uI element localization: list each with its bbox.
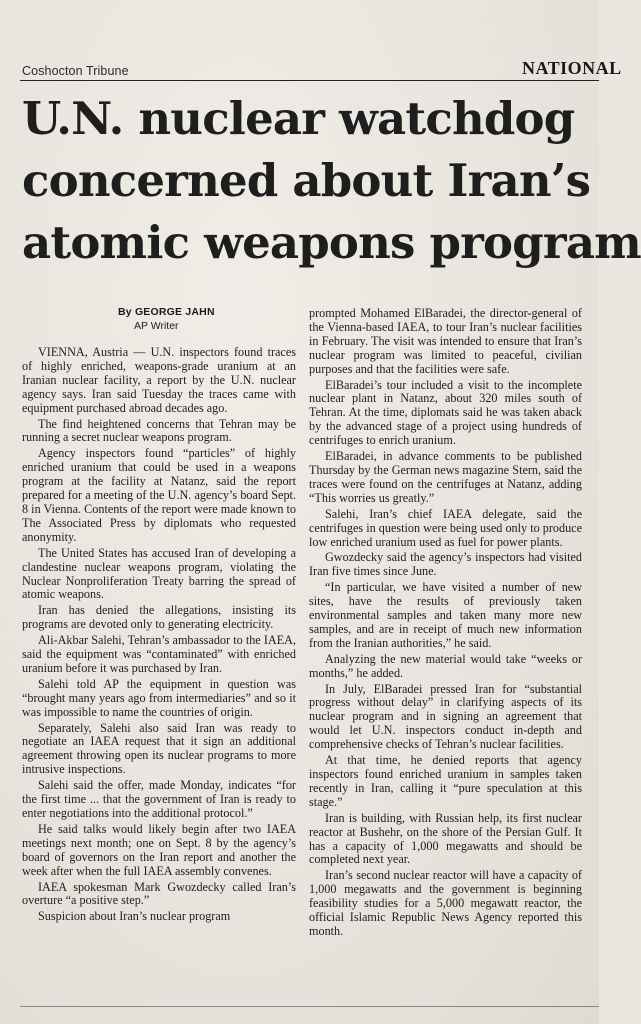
section-label: NATIONAL <box>522 58 622 78</box>
paragraph: Suspicion about Iran’s nuclear program <box>38 909 231 924</box>
paragraph: Iran’s second nuclear reactor will have a capacity of 1,000 megawatts and the government is beginning feasibility studies for a 5,000 megawatt reactor, the official Islamic Republic News Agency reported this month. <box>309 868 582 938</box>
paragraph: Salehi, Iran’s chief IAEA delegate, said the centrifuges in question were being used only to produce low enriched uranium used as fuel for power plants. <box>309 506 582 549</box>
byline-author: By GEORGE JAHN <box>118 306 215 318</box>
paragraph: “In particular, we have visited a number of new sites, have the results of previously taken environmental samples and taken many more new samples, and are in receipt of much new information from the Iranian authorities,” he said. <box>309 580 582 650</box>
paragraph: At that time, he denied reports that agency inspectors found enriched uranium in samples taken recently in Iran, calling it “pure speculation at this stage.” <box>309 753 582 809</box>
paragraph: In July, ElBaradei pressed Iran for “substantial progress without delay” in clarifying aspects of its nuclear program and in signing an agreement that would let U.N. inspectors conduct in-depth and comprehensive checks of Tehran’s nuclear facilities. <box>309 681 582 752</box>
headline-line-2: concerned about Iran’s <box>22 154 591 207</box>
article-column-left <box>22 346 296 926</box>
byline-role: AP Writer <box>134 320 179 332</box>
paragraph: Separately, Salehi also said Iran was ready to negotiate an IAEA request that it sign an additional agreement throwing open its nuclear programs to more intrusive inspections. <box>22 720 296 777</box>
footer-rule <box>20 1006 599 1007</box>
paragraph: The United States has accused Iran of developing a clandestine nuclear weapons program, violating the Nuclear Nonproliferation Treaty barring the spread of atomic weapons. <box>22 545 296 602</box>
headline-line-1: U.N. nuclear watchdog <box>22 92 575 145</box>
headline-line-3: atomic weapons program <box>22 216 641 269</box>
paragraph: Iran has denied the allegations, insisting its programs are devoted only to generating electricity. <box>22 603 296 632</box>
paragraph: Analyzing the new material would take “weeks or months,” he added. <box>309 651 582 680</box>
paragraph: Salehi told AP the equipment in question was “brought many years ago from intermediaries” and so it was impossible to name the countries of origin. <box>22 676 296 719</box>
headline <box>22 88 641 274</box>
paragraph: Salehi said the offer, made Monday, indicates “for the first time ... that the government of Iran is ready to enter negotiations into the additional protocol.” <box>22 778 296 820</box>
header-rule <box>20 80 599 81</box>
paragraph: IAEA spokesman Mark Gwozdecky called Iran’s overture “a positive step.” <box>22 879 296 908</box>
paragraph: VIENNA, Austria — U.N. inspectors found traces of highly enriched, weapons-grade uranium at an Iranian nuclear facility, a report by the U.N. nuclear agency says. Iran said Tuesday the traces came with equipment purchased abroad decades ago. <box>22 345 296 415</box>
paragraph-continuation: prompted Mohamed ElBaradei, the director-general of the Vienna-based IAEA, to tour Iran’s nuclear facilities in February. The visit was intended to ensure that Iran’s nuclear program was limited to peaceful, civilian purposes and that the facilities were safe. <box>309 306 582 376</box>
paragraph: He said talks would likely begin after two IAEA meetings next month; one on Sept. 8 by the agency’s board of governors on the Iran report and another the week after when the full IAEA assembly convenes. <box>22 821 296 878</box>
paragraph: The find heightened concerns that Tehran may be running a secret nuclear weapons program. <box>22 416 296 445</box>
paragraph: Iran is building, with Russian help, its first nuclear reactor at Bushehr, on the shore of the Persian Gulf. It has a capacity of 1,000 megawatts and should be completed next year. <box>309 810 582 867</box>
paragraph: ElBaradei, in advance comments to be published Thursday by the German news magazine Stern, said the traces were found on the centrifuges at Natanz, adding “This worries us greatly.” <box>309 449 582 505</box>
paragraph: ElBaradei’s tour included a visit to the incomplete nuclear plant in Natanz, about 320 miles south of Tehran. At the time, diplomats said he was taken aback by the advanced stage of a project using hundreds of centrifuges to enrich uranium. <box>309 377 582 448</box>
paragraph: Agency inspectors found “particles” of highly enriched uranium that could be used in a weapons program at the facility at Natanz, said the report prepared for a meeting of the U.N. agency’s board Sept. 8 in Vienna. Contents of the report were made known to The Associated Press by diplomats who requested anonymity. <box>22 446 296 544</box>
byline <box>118 305 215 333</box>
article-column-right <box>309 307 582 941</box>
publication-name: Coshocton Tribune <box>22 64 129 78</box>
paragraph: Gwozdecky said the agency’s inspectors had visited Iran five times since June. <box>309 550 582 579</box>
paragraph: Ali-Akbar Salehi, Tehran’s ambassador to the IAEA, said the equipment was “contaminated” with enriched uranium before it was purchased by Iran. <box>22 633 296 675</box>
